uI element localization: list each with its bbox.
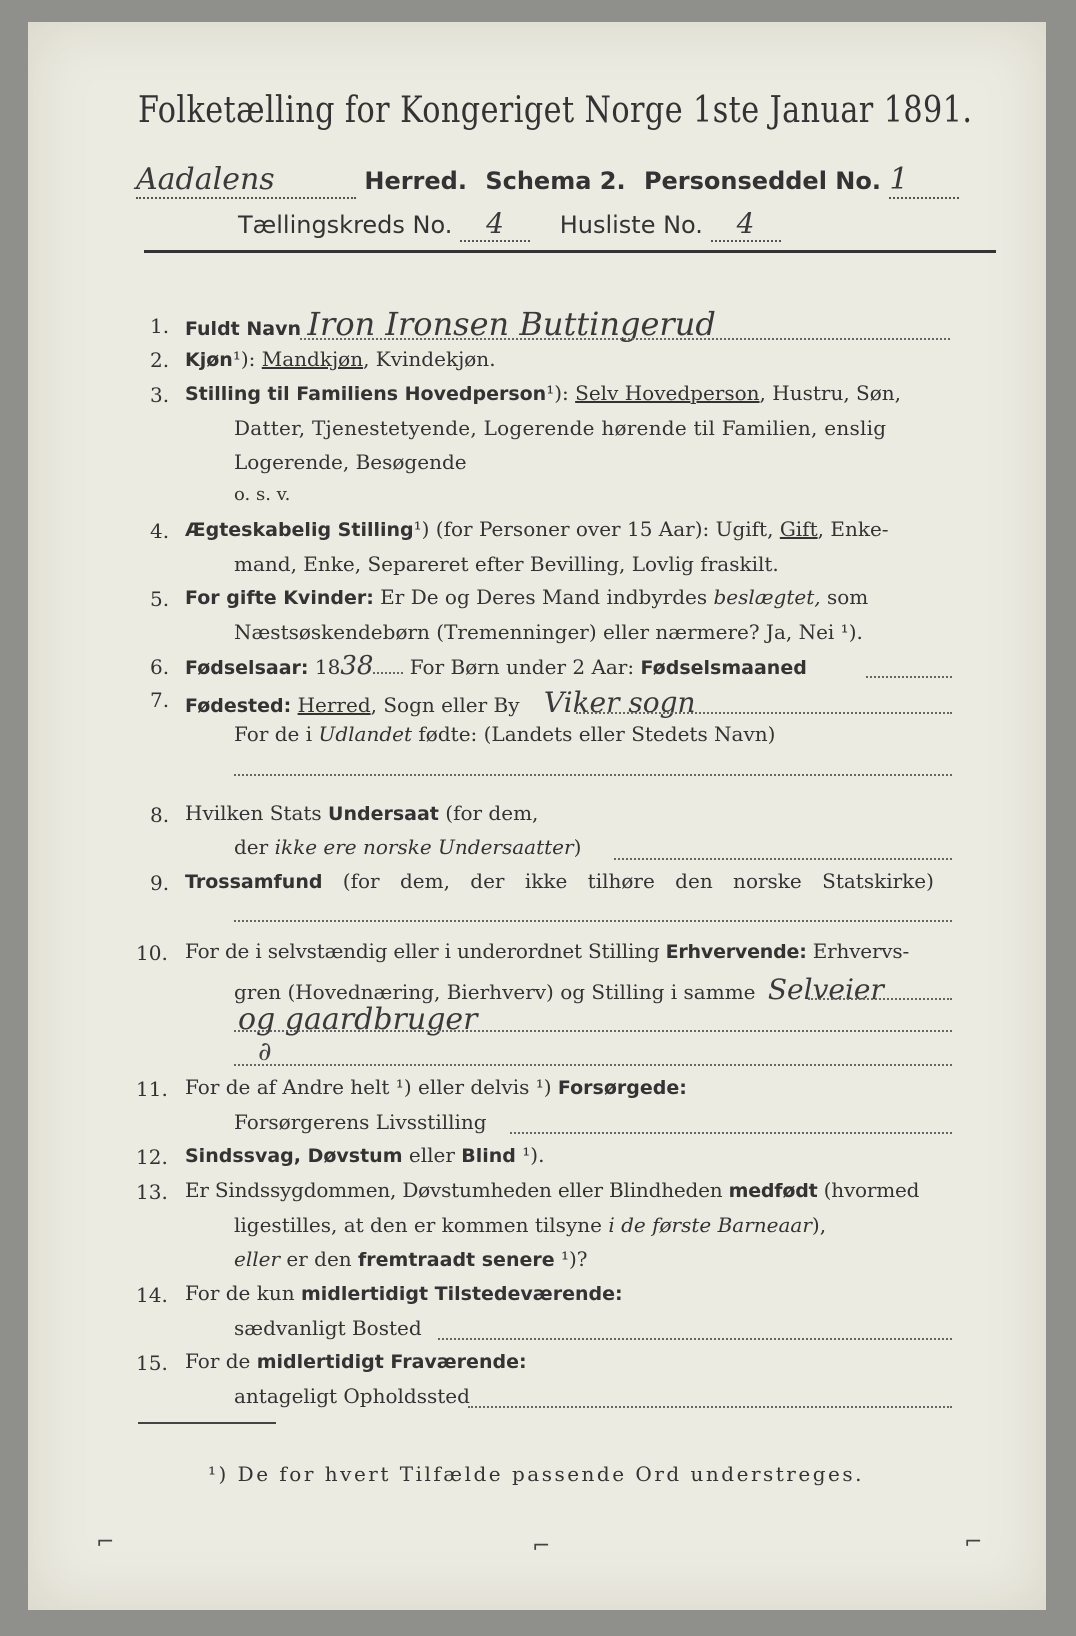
- header-line-2: [238, 207, 781, 242]
- q8-line2b: ): [573, 835, 582, 859]
- q10-text1: For de i selvstændig eller i underordnet Stilling: [185, 939, 666, 963]
- q10-dotline3: [234, 1064, 952, 1066]
- q13-row: [185, 1178, 919, 1202]
- q13-number: 13.: [136, 1180, 168, 1204]
- q2-sup: ¹):: [232, 347, 256, 371]
- q8-dotline: [614, 858, 952, 860]
- q11-row: [185, 1075, 687, 1099]
- q2-option-mandkjon: Mandkjøn: [261, 347, 364, 371]
- q4-option-gift: Gift: [779, 517, 818, 541]
- q8-number: 8.: [150, 803, 170, 827]
- q13-line2a: ligestilles, at den er kommen tilsyne: [234, 1213, 609, 1237]
- q14-dotline: [438, 1338, 952, 1340]
- q2-label: Kjøn: [185, 349, 233, 371]
- q10-answer2: og gaardbruger: [238, 1002, 478, 1037]
- personseddel-no: 1: [889, 162, 909, 197]
- q14-label: midlertidigt Tilstedeværende:: [300, 1283, 623, 1305]
- q4-row: [185, 517, 889, 541]
- q14-number: 14.: [136, 1283, 168, 1307]
- q2-row: [185, 347, 496, 371]
- q9-dotline: [234, 920, 952, 922]
- q4-label: Ægteskabelig Stilling: [185, 519, 414, 541]
- q6-dotline: [866, 676, 952, 678]
- q8-row: [185, 801, 538, 825]
- q13-text2: (hvormed: [817, 1178, 920, 1202]
- q8-text1: Hvilken Stats: [185, 801, 329, 825]
- personseddel-field: [889, 162, 959, 199]
- q13-line3c: ¹)?: [554, 1247, 588, 1271]
- q7-label: Fødested:: [185, 695, 292, 717]
- q11-line2: Forsørgerens Livsstilling: [234, 1110, 487, 1134]
- footnote-rule: [138, 1422, 276, 1424]
- q10-ditto-mark: ∂: [258, 1037, 272, 1067]
- q4-sup: ¹): [413, 517, 430, 541]
- q8-line2i: ikke ere norske Undersaatter: [274, 835, 574, 859]
- corner-mark-left: ⌐: [96, 1530, 115, 1555]
- q13-line3a: er den: [280, 1247, 359, 1271]
- q13-line2b: ),: [811, 1213, 827, 1237]
- q10-number: 10.: [136, 941, 168, 965]
- q3-row: [185, 381, 901, 405]
- q13-text1: Er Sindssygdommen, Døvstumheden eller Blindheden: [185, 1178, 729, 1202]
- q10-row: [185, 939, 909, 963]
- q6-text2: For Børn under 2 Aar:: [403, 655, 641, 679]
- q10-label: Erhvervende:: [665, 941, 807, 963]
- q3-number: 3.: [150, 383, 170, 407]
- q8-label: Undersaat: [328, 803, 439, 825]
- q15-label: midlertidigt Fraværende:: [256, 1351, 527, 1373]
- q7-answer: Viker sogn: [543, 686, 696, 719]
- q10-text2: Erhvervs-: [806, 939, 910, 963]
- q3-line2: Datter, Tjenestetyende, Logerende hørende til Familien, enslig: [234, 416, 887, 440]
- taellingskreds-no: 4: [486, 207, 504, 240]
- taellingskreds-label: Tællingskreds No.: [238, 211, 453, 239]
- q5-text1: Er De og Deres Mand indbyrdes: [373, 585, 714, 609]
- q1-number: 1.: [150, 314, 170, 338]
- q6-label: Fødselsaar:: [185, 657, 309, 679]
- q7-line2b: fødte: (Landets eller Stedets Navn): [412, 722, 776, 746]
- q9-label: Trossamfund: [185, 871, 323, 893]
- q13-line2i: i de første Barneaar: [608, 1213, 812, 1237]
- corner-mark-right: ⌐: [964, 1530, 983, 1555]
- census-form-sheet: [28, 22, 1046, 1610]
- q1-label: Fuldt Navn: [185, 318, 302, 340]
- q11-dotline: [510, 1132, 952, 1134]
- q6-answer: 38: [340, 651, 374, 681]
- herred-name: Aadalens: [136, 162, 275, 197]
- q3-rest: , Hustru, Søn,: [759, 381, 902, 405]
- q13-line3i: eller: [234, 1247, 281, 1271]
- q15-line2: antageligt Opholdssted: [234, 1384, 470, 1408]
- q10-dotline1: [808, 998, 952, 1000]
- q6-label2: Fødselsmaaned: [640, 657, 807, 679]
- q13-line3b: fremtraadt senere: [358, 1249, 555, 1271]
- q4-number: 4.: [150, 519, 170, 543]
- q8-line2a: der: [234, 835, 275, 859]
- q15-text1: For de: [185, 1349, 257, 1373]
- q6-row: [185, 651, 807, 681]
- q15-dotline: [468, 1406, 952, 1408]
- q3-label: Stilling til Familiens Hovedperson: [185, 383, 547, 405]
- q12-row: [185, 1143, 544, 1167]
- q14-row: [185, 1281, 623, 1305]
- q13-label: medfødt: [728, 1180, 818, 1202]
- q7-line2i: Udlandet: [318, 722, 413, 746]
- q5-row: [185, 585, 868, 609]
- q6-prefix: 18: [308, 655, 341, 679]
- q13-line2: [234, 1213, 826, 1237]
- q12-number: 12.: [136, 1145, 168, 1169]
- q7-text1: , Sogn eller By: [370, 693, 520, 717]
- q1-dotline: [300, 338, 950, 340]
- q5-text2: som: [820, 585, 869, 609]
- q9-text1: (for dem, der ikke tilhøre den norske Statskirke): [322, 869, 934, 893]
- q7-line2a: For de i: [234, 722, 319, 746]
- center-mark: ⌐: [532, 1534, 551, 1559]
- q13-line3: [234, 1247, 588, 1271]
- q12-text1: eller: [402, 1143, 462, 1167]
- q6-year-dots: [373, 672, 403, 674]
- herred-label: Herred.: [364, 167, 467, 195]
- taellingskreds-field: [460, 207, 530, 242]
- q11-number: 11.: [136, 1077, 168, 1101]
- q9-number: 9.: [150, 871, 170, 895]
- q7-number: 7.: [150, 688, 170, 712]
- q4-line2: mand, Enke, Separeret efter Bevilling, Lovlig fraskilt.: [234, 552, 779, 576]
- q9-row: [185, 869, 934, 893]
- husliste-label: Husliste No.: [559, 211, 703, 239]
- q15-row: [185, 1349, 527, 1373]
- husliste-field: [711, 207, 781, 242]
- q2-number: 2.: [150, 348, 170, 372]
- q5-label: For gifte Kvinder:: [185, 587, 374, 609]
- q10-line2-text: gren (Hovednæring, Bierhverv) og Stilling i samme: [234, 980, 756, 1004]
- form-title: Folketælling for Kongeriget Norge 1ste Januar 1891.: [138, 90, 973, 131]
- q7-row: [185, 686, 696, 719]
- header-line-1: [136, 162, 959, 199]
- q3-line4: o. s. v.: [234, 484, 291, 505]
- q15-number: 15.: [136, 1351, 168, 1375]
- q7-dotline: [576, 712, 952, 714]
- q5-italic: beslægtet,: [713, 585, 821, 609]
- q14-text1: For de kun: [185, 1281, 301, 1305]
- header-rule: [144, 250, 996, 253]
- q5-line2: Næstsøskendebørn (Tremenninger) eller nærmere? Ja, Nei ¹).: [234, 620, 863, 644]
- q6-number: 6.: [150, 655, 170, 679]
- q3-option-selv: Selv Hovedperson: [575, 381, 760, 405]
- footnote: ¹) De for hvert Tilfælde passende Ord understreges.: [208, 1462, 864, 1486]
- q14-line2: sædvanligt Bosted: [234, 1316, 422, 1340]
- q8-line2: [234, 835, 581, 859]
- q10-dotline2: [234, 1030, 952, 1032]
- q10-answer1: Selveier: [767, 973, 884, 1006]
- q7-option-herred: Herred: [297, 693, 371, 717]
- q1-answer: Iron Ironsen Buttingerud: [307, 305, 716, 343]
- q7-dotline2: [234, 774, 952, 776]
- q7-line2: [234, 722, 775, 746]
- q3-line3: Logerende, Besøgende: [234, 450, 467, 474]
- q8-text2: (for dem,: [438, 801, 539, 825]
- q4-text1: (for Personer over 15 Aar): Ugift,: [429, 517, 780, 541]
- husliste-no: 4: [736, 207, 755, 240]
- q2-rest: , Kvindekjøn.: [363, 347, 496, 371]
- personseddel-label: Personseddel No.: [643, 167, 881, 195]
- herred-field: [136, 162, 356, 199]
- q11-text1: For de af Andre helt ¹) eller delvis ¹): [185, 1075, 558, 1099]
- q5-number: 5.: [150, 587, 170, 611]
- q12-label: Sindssvag, Døvstum: [185, 1145, 403, 1167]
- q12-label2: Blind: [461, 1145, 516, 1167]
- q4-text2: , Enke-: [817, 517, 889, 541]
- schema-label: Schema 2.: [485, 167, 626, 195]
- q12-text2: ¹).: [515, 1143, 545, 1167]
- q3-sup: ¹):: [546, 381, 569, 405]
- q11-label: Forsørgede:: [557, 1077, 687, 1099]
